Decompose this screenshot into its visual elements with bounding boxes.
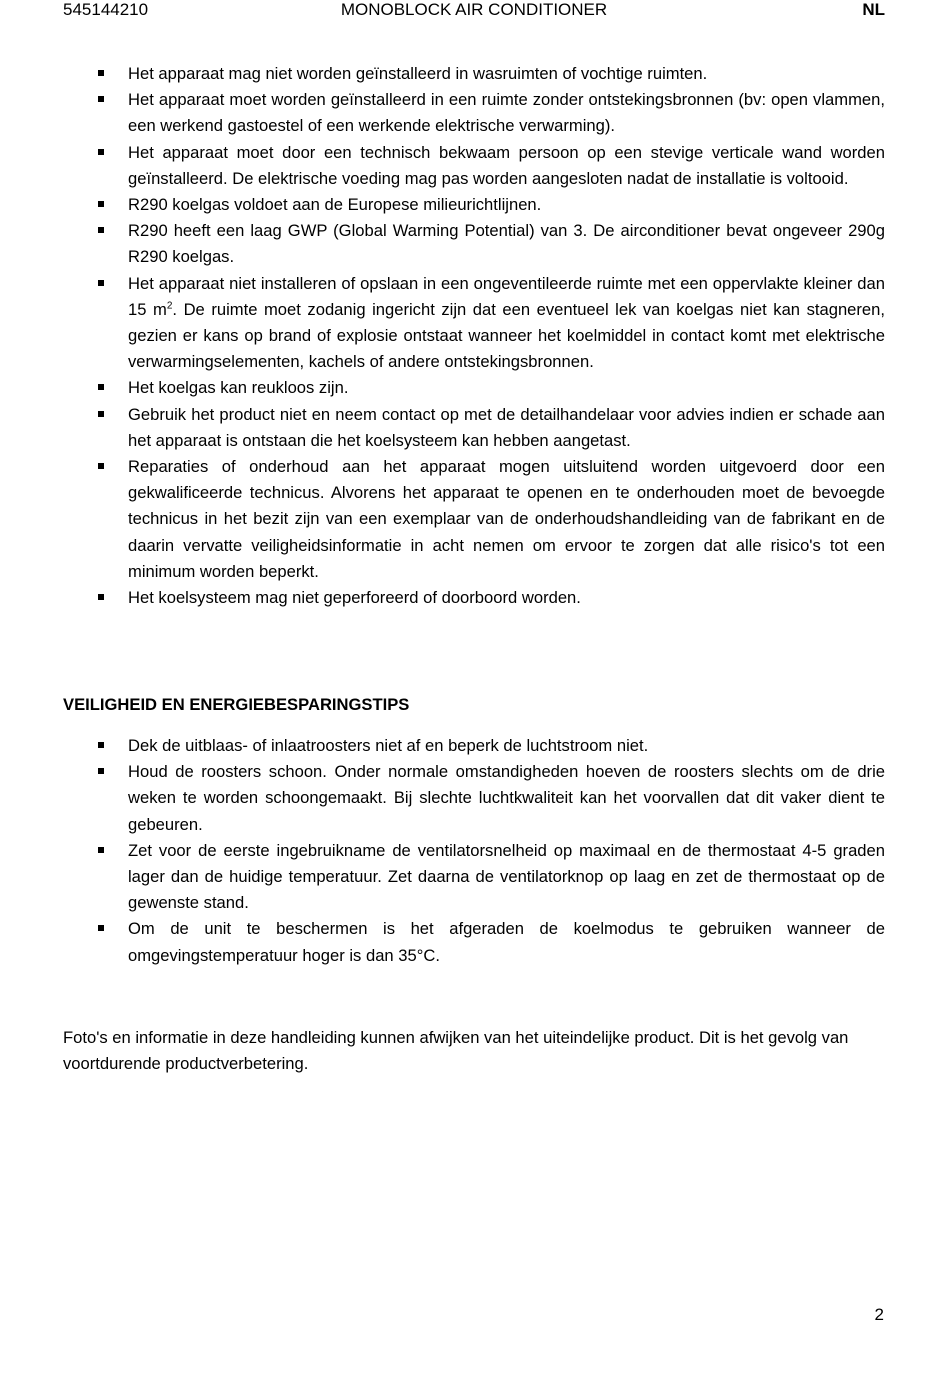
- safety-list: [63, 61, 885, 611]
- bullet-square-icon: [98, 149, 104, 155]
- bullet-square-icon: [98, 742, 104, 748]
- bullet-square-icon: [98, 925, 104, 931]
- list-item-text: Om de unit te beschermen is het afgeraden de koelmodus te gebruiken wanneer de omgevingstemperatuur hoger is dan 35°C.: [128, 919, 885, 965]
- list-item-text: Het koelgas kan reukloos zijn.: [128, 378, 349, 398]
- page-number: 2: [874, 1305, 884, 1324]
- disclaimer-note: Foto's en informatie in deze handleiding kunnen afwijken van het uiteindelijke product. Dit is het gevolg van voortdurende productverbetering.: [63, 1028, 849, 1074]
- bullet-square-icon: [98, 847, 104, 853]
- list-item: [63, 218, 885, 270]
- list-item: [63, 140, 885, 192]
- list-item: [63, 733, 885, 759]
- list-item: [63, 838, 885, 917]
- list-item-text: Het apparaat moet worden geïnstalleerd in een ruimte zonder ontstekingsbronnen (bv: open vlammen, een werkend gastoestel of een werkende elektrische verwarming).: [128, 90, 885, 136]
- list-item-text-before: Het apparaat niet installeren of opslaan in een ongeventileerde ruimte met een oppervlakte kleiner dan 15 m: [128, 273, 885, 319]
- list-item-text: Dek de uitblaas- of inlaatroosters niet af en beperk de luchtstroom niet.: [128, 736, 649, 755]
- bullet-square-icon: [98, 594, 104, 600]
- list-item: [63, 271, 885, 376]
- list-item: [63, 454, 885, 585]
- list-item: [63, 87, 885, 139]
- bullet-square-icon: [98, 227, 104, 233]
- list-item: [63, 192, 885, 218]
- list-item-text: Gebruik het product niet en neem contact op met de detailhandelaar voor advies indien er schade aan het apparaat is ontstaan die het koelsysteem kan hebben aangetast.: [128, 404, 885, 450]
- bullet-square-icon: [98, 96, 104, 102]
- bullet-square-icon: [98, 768, 104, 774]
- list-item-text: Reparaties of onderhoud aan het apparaat mogen uitsluitend worden uitgevoerd door een gekwalificeerde technicus. Alvorens het apparaat te openen en te onderhouden moet de bevoegde technicus in het bezit zijn van een exemplaar van de onderhoudshandleiding van de fabrikant en de daarin vervatte veiligheidsinformatie in acht nemen om ervoor te zorgen dat alle risico's tot een minimum worden beperkt.: [128, 457, 885, 581]
- language-code: NL: [862, 0, 885, 19]
- list-item-text: Zet voor de eerste ingebruikname de ventilatorsnelheid op maximaal en de thermostaat 4-5 graden lager dan de huidige temperatuur. Zet daarna de ventilatorknop op laag en zet de thermostaat op de gewenste stand.: [128, 840, 885, 913]
- list-item-text: Het koelsysteem mag niet geperforeerd of doorboord worden.: [128, 588, 581, 608]
- tips-list: [63, 733, 885, 969]
- section-heading: VEILIGHEID EN ENERGIEBESPARINGSTIPS: [63, 695, 410, 714]
- list-item-text: Het apparaat moet door een technisch bekwaam persoon op een stevige verticale wand worden geïnstalleerd. De elektrische voeding mag pas worden aangesloten nadat de installatie is voltooid.: [128, 142, 885, 188]
- list-item: [63, 916, 885, 968]
- list-item-text: Het apparaat mag niet worden geïnstalleerd in wasruimten of vochtige ruimten.: [128, 64, 708, 83]
- bullet-square-icon: [98, 411, 104, 417]
- list-item: [63, 585, 885, 611]
- list-item-text: R290 heeft een laag GWP (Global Warming Potential) van 3. De airconditioner bevat ongeveer 290g R290 koelgas.: [128, 221, 885, 267]
- bullet-square-icon: [98, 280, 104, 286]
- superscript: 2: [166, 300, 173, 312]
- list-item-text: Houd de roosters schoon. Onder normale omstandigheden hoeven de roosters slechts om de drie weken te worden schoongemaakt. Bij slechte luchtkwaliteit kan het voorvallen dat dit vaker dient te gebeuren.: [128, 762, 885, 834]
- list-item: [63, 402, 885, 454]
- list-item: [63, 61, 885, 87]
- list-item-text-after: . De ruimte moet zodanig ingericht zijn dat een eventueel lek van koelgas niet kan stagneren, gezien er kans op brand of explosie ontstaat wanneer het koelmiddel in contact komt met elektrische verwarmingselementen, kachels of andere ontstekingsbronnen.: [128, 299, 886, 372]
- list-item-text: R290 koelgas voldoet aan de Europese milieurichtlijnen.: [128, 195, 542, 215]
- document-title: MONOBLOCK AIR CONDITIONER: [340, 0, 608, 19]
- list-item: [63, 759, 885, 838]
- bullet-square-icon: [98, 384, 104, 390]
- list-item: [63, 375, 885, 401]
- page-header: [63, 0, 885, 22]
- bullet-square-icon: [98, 201, 104, 207]
- document-code: 545144210: [63, 0, 149, 19]
- bullet-square-icon: [98, 463, 104, 469]
- bullet-square-icon: [98, 70, 104, 76]
